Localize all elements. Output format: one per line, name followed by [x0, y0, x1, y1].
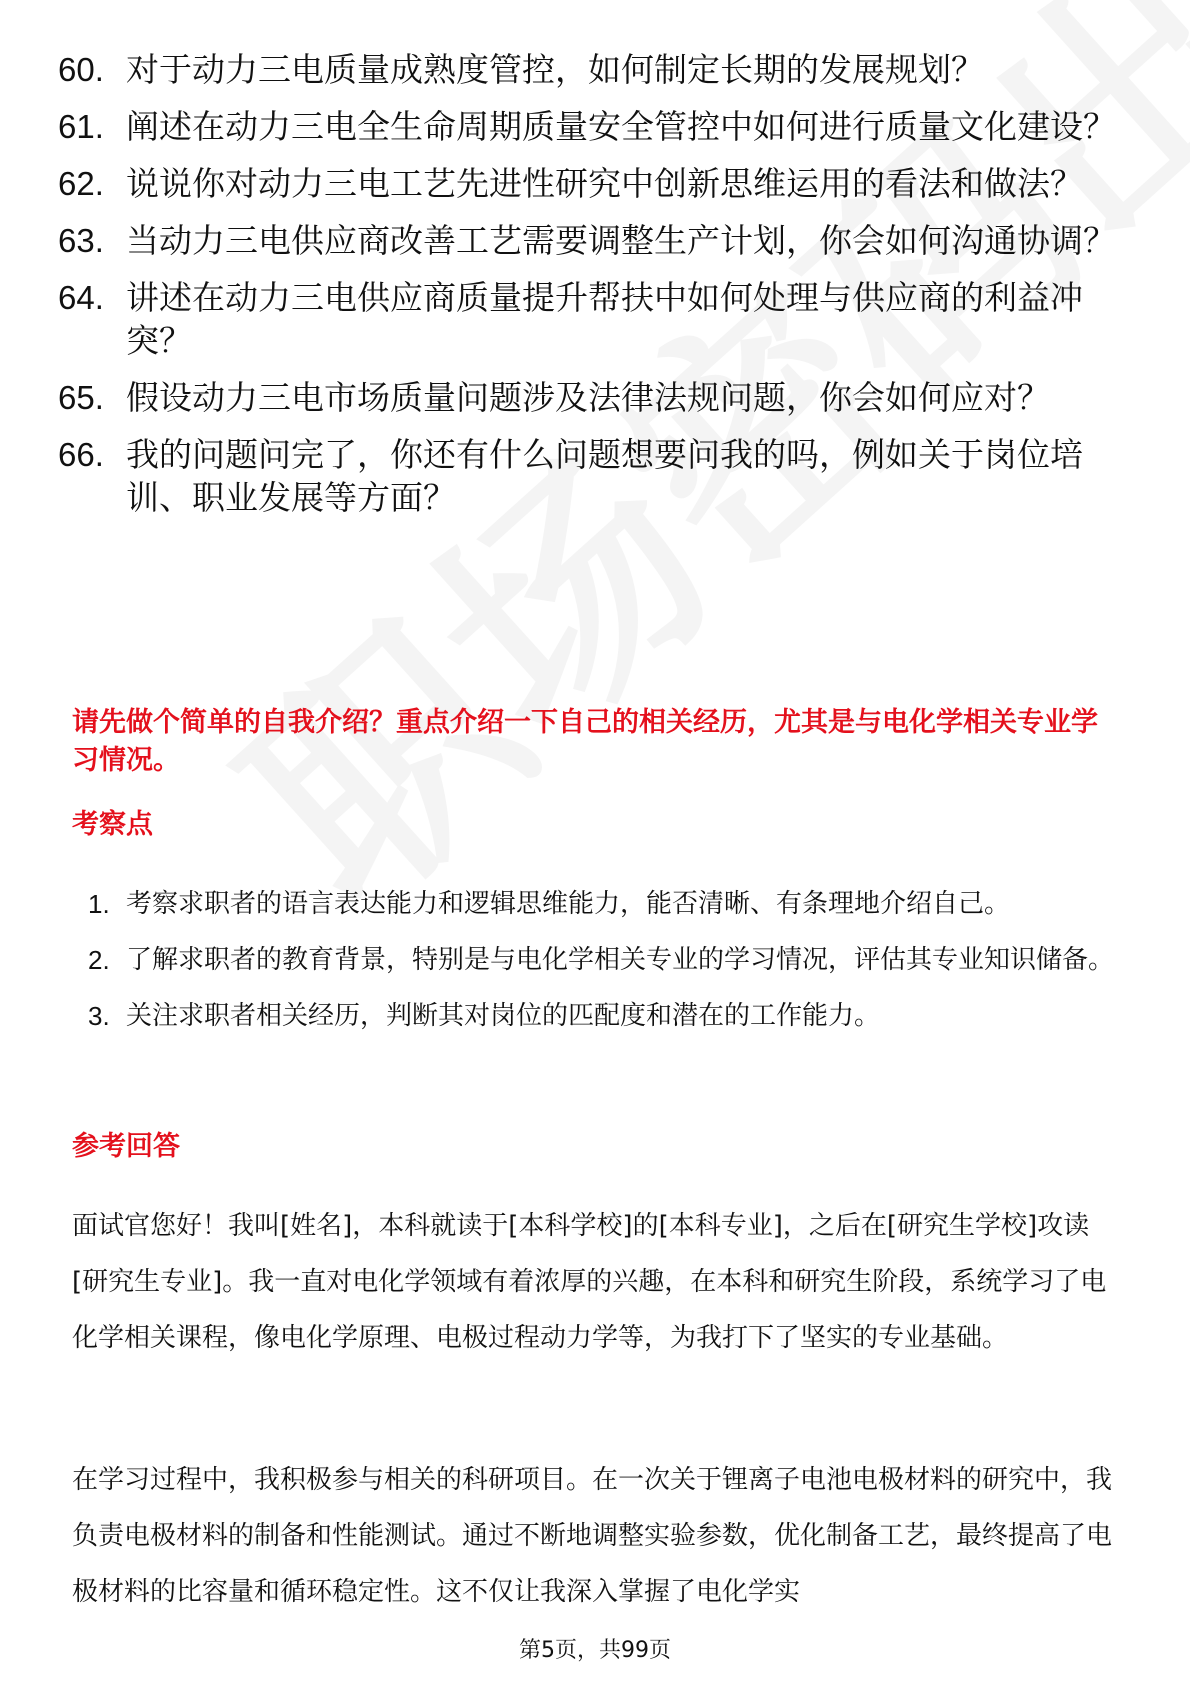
- question-number: 60.: [58, 51, 104, 88]
- question-number: 64.: [58, 279, 104, 316]
- answer-paragraph: 面试官您好！我叫[姓名]，本科就读于[本科学校]的[本科专业]，之后在[研究生学校]攻读[研究生专业]。我一直对电化学领域有着浓厚的兴趣，在本科和研究生阶段，系统学习了电化学相关课程，像电化学原理、电极过程动力学等，为我打下了坚实的专业基础。: [72, 1211, 1107, 1353]
- list-item: [88, 932, 1118, 988]
- question-text: 阐述在动力三电全生命周期质量安全管控中如何进行质量文化建设？: [126, 107, 1116, 146]
- answer-section-label: 参考回答: [72, 1131, 180, 1162]
- list-item: [88, 988, 1118, 1044]
- question-text: 说说你对动力三电工艺先进性研究中创新思维运用的看法和做法？: [126, 164, 1083, 203]
- page-footer: 第5页，共99页: [519, 1638, 671, 1663]
- question-text: 当动力三电供应商改善工艺需要调整生产计划，你会如何沟通协调？: [126, 221, 1116, 260]
- focus-points-list: [88, 876, 1118, 1044]
- answer-paragraph: 在学习过程中，我积极参与相关的科研项目。在一次关于锂离子电池电极材料的研究中，我负责电极材料的制备和性能测试。通过不断地调整实验参数，优化制备工艺，最终提高了电极材料的比容量和循环稳定性。这不仅让我深入掌握了电化学实: [72, 1465, 1113, 1607]
- question-text: 对于动力三电质量成熟度管控，如何制定长期的发展规划？: [126, 50, 984, 89]
- question-number: 66.: [58, 436, 104, 473]
- focus-section-label: 考察点: [72, 809, 153, 840]
- point-text: 了解求职者的教育背景，特别是与电化学相关专业的学习情况，评估其专业知识储备。: [126, 945, 1115, 975]
- question-text: 假设动力三电市场质量问题涉及法律法规问题，你会如何应对？: [126, 378, 1050, 417]
- question-number: 61.: [58, 108, 104, 145]
- list-item: [58, 433, 1138, 519]
- point-text: 考察求职者的语言表达能力和逻辑思维能力，能否清晰、有条理地介绍自己。: [126, 889, 1011, 919]
- list-item: [58, 48, 1138, 91]
- point-number: 3.: [88, 1001, 110, 1031]
- question-number: 62.: [58, 165, 104, 202]
- list-item: [58, 162, 1138, 205]
- list-item: [58, 376, 1138, 419]
- list-item: [58, 219, 1138, 262]
- question-number: 63.: [58, 222, 104, 259]
- point-text: 关注求职者相关经历，判断其对岗位的匹配度和潜在的工作能力。: [126, 1001, 881, 1031]
- list-item: [88, 876, 1118, 932]
- question-list: [58, 48, 1138, 533]
- question-text: 我的问题问完了，你还有什么问题想要问我的吗，例如关于岗位培训、职业发展等方面？: [126, 435, 1083, 517]
- list-item: [58, 105, 1138, 148]
- list-item: [58, 276, 1138, 362]
- point-number: 2.: [88, 945, 110, 975]
- question-text: 讲述在动力三电供应商质量提升帮扶中如何处理与供应商的利益冲突？: [126, 278, 1083, 360]
- question-number: 65.: [58, 379, 104, 416]
- point-number: 1.: [88, 889, 110, 919]
- main-question-heading: 请先做个简单的自我介绍？重点介绍一下自己的相关经历，尤其是与电化学相关专业学习情况。: [72, 707, 1098, 776]
